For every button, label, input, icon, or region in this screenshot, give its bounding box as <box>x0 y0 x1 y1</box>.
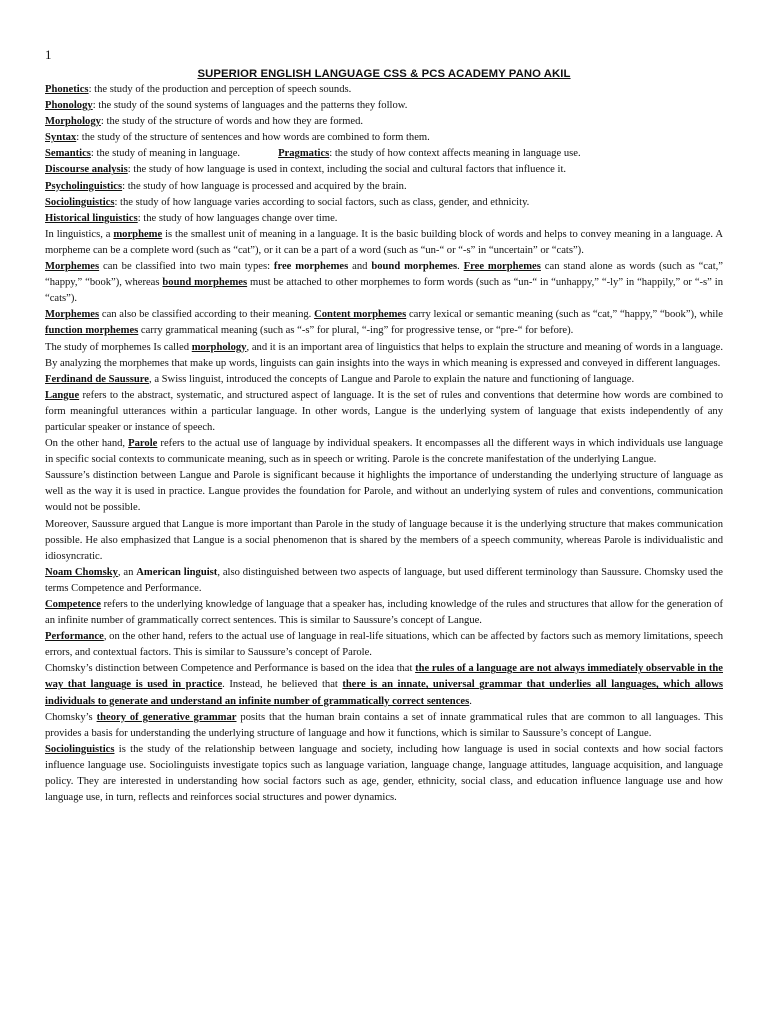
term-phonology: Phonology <box>45 100 93 112</box>
text-run: Saussure’s distinction between Langue and Parole is significant because it highlights the importance of understanding the underlying structure of language as well as the way it is used in practice. Langue provides the foundation for Parole, and without an underlying system of rules and conventions, communication would not be possible. <box>45 470 723 514</box>
term-pragmatics: Pragmatics <box>278 148 330 160</box>
text-run: On the other hand, <box>45 438 129 450</box>
text-run: , a Swiss linguist, introduced the concepts of Langue and Parole to explain the nature and functioning of language. <box>149 373 635 385</box>
term-phonetics: Phonetics <box>45 84 89 95</box>
text-run: , on the other hand, refers to the actual use of language in real-life situations, which can be affected by factors such as memory limitations, speech errors, and contextual factors. This is similar to Saussure’s concept of Parole. <box>45 631 723 659</box>
paragraph-morphology <box>45 340 723 372</box>
document-title: SUPERIOR ENGLISH LANGUAGE CSS & PCS ACADEMY PANO AKIL <box>197 68 571 80</box>
term-morphology: Morphology <box>45 116 101 128</box>
paragraph-langue-parole-distinction <box>45 468 723 516</box>
definition-text: : the study of how language is used in context, including the social and cultural factors that influence it. <box>127 164 567 176</box>
text-run: can also be classified according to their meaning. <box>99 309 315 321</box>
term-american-linguist: American linguist <box>136 566 218 578</box>
term-sociolinguistics: Sociolinguistics <box>45 196 115 208</box>
text-run: . <box>457 261 464 273</box>
highlight-universal-grammar: there is an innate, universal grammar that underlies all languages, which allows individuals to generate and understand an infinite number of grammatically correct sentences <box>45 679 723 707</box>
text-run: . Instead, he believed that <box>222 679 343 691</box>
term-morphology: morphology <box>191 341 247 353</box>
definition-text: : the study of how language is processed and acquired by the brain. <box>122 180 407 192</box>
definition-historical-linguistics <box>45 211 723 227</box>
term-free-morphemes: free morphemes <box>273 261 349 273</box>
definition-phonology <box>45 98 723 114</box>
term-morpheme: morpheme <box>113 228 163 240</box>
definition-text: : the study of the production and perception of speech sounds. <box>88 84 352 95</box>
text-run: is the study of the relationship between language and society, including how language is used in social contexts and how social factors influence language use. Sociolinguists investigate topics such as language variation, language change, language attitudes, language acquisition, and language policy. They are interested in understanding how social factors such as age, gender, ethnicity, social class, and education influence language use and how language use, in turn, reflects and reinforces social structures and power dynamics. <box>45 743 723 804</box>
paragraph-saussure <box>45 372 723 388</box>
page-number: 1 <box>45 47 52 62</box>
definition-text: : the study of how context affects meaning in language use. <box>329 148 581 160</box>
paragraph-competence <box>45 597 723 629</box>
definition-text: : the study of the sound systems of languages and the patterns they follow. <box>92 100 408 112</box>
definition-text: : the study of the structure of sentences and how words are combined to form them. <box>76 132 430 144</box>
text-run: is the smallest unit of meaning in a language. It is the basic building block of words and helps to convey meaning in a language. A morpheme can be a complete word (such as “cat”), or it can be a part of a word (such as “un-“ or “-s” in “uncertain” or “cats”). <box>45 228 723 256</box>
paragraph-sociolinguistics <box>45 742 723 806</box>
term-performance: Performance <box>45 631 104 643</box>
term-historical-linguistics: Historical linguistics <box>45 212 138 224</box>
term-function-morphemes: function morphemes <box>45 325 139 337</box>
text-run: carry grammatical meaning (such as “-s” for plural, “-ing” for progressive tense, or “pre-“ for before). <box>138 325 574 337</box>
text-run: , also distinguished between two aspects of language, but used different terminology than Saussure. Chomsky used the terms Competence and Performance. <box>45 566 723 594</box>
definition-psycholinguistics <box>45 179 723 195</box>
definition-text: : the study of how languages change over time. <box>137 212 338 224</box>
text-run: refers to the underlying knowledge of language that a speaker has, including knowledge of the rules and structures that allow for the generation of an infinite number of grammatically correct sentences. This is similar to Saussure’s concept of Langue. <box>45 599 723 627</box>
term-theory-of-generative-grammar: theory of generative grammar <box>96 711 237 723</box>
paragraph-parole <box>45 436 723 468</box>
text-run: refers to the actual use of language by individual speakers. It encompasses all the different ways in which individuals use language in specific social contexts to communicate meaning, such as in speech or writing. Parole is the concrete manifestation of the underlying Langue. <box>45 438 723 466</box>
term-content-morphemes: Content morphemes <box>314 309 407 321</box>
text-run: , an <box>117 566 137 578</box>
document-body <box>45 82 723 806</box>
definition-text: : the study of meaning in language. <box>90 148 241 160</box>
definition-text: : the study of the structure of words and how they are formed. <box>100 116 364 128</box>
term-morphemes: Morphemes <box>45 309 100 321</box>
text-run: posits that the human brain contains a set of innate grammatical rules that are common to all languages. This provides a basis for understanding the underlying structure of language and how it functions, which is similar to Saussure’s concept of Langue. <box>45 711 723 739</box>
text-run: can be classified into two main types: <box>99 261 274 273</box>
text-run: The study of morphemes Is called <box>45 341 192 353</box>
definition-text: : the study of how language varies according to social factors, such as class, gender, and ethnicity. <box>114 196 530 208</box>
term-discourse-analysis: Discourse analysis <box>45 164 128 176</box>
definition-phonetics <box>45 82 723 98</box>
paragraph-content-function-morphemes <box>45 307 723 339</box>
term-bound-morphemes-underlined: bound morphemes <box>162 277 248 289</box>
text-run: Moreover, Saussure argued that Langue is more important than Parole in the study of language because it is the underlying structure that makes communication possible. He also emphasized that Langue is a social phenomenon that is shared by the members of a speech community, whereas Parole is individualistic and idiosyncratic. <box>45 518 723 562</box>
term-free-morphemes-underlined: Free morphemes <box>463 261 541 273</box>
definition-semantics-pragmatics <box>45 146 723 162</box>
paragraph-performance <box>45 629 723 661</box>
text-run: Chomsky’s distinction between Competence and Performance is based on the idea that <box>45 663 416 675</box>
definition-syntax <box>45 130 723 146</box>
text-run: carry lexical or semantic meaning (such as “cat,” “happy,” “book”), while <box>406 309 723 321</box>
text-run: can stand alone as words (such as “cat,” “happy,” “book”), whereas <box>45 261 723 289</box>
text-run: Chomsky’s <box>45 711 97 723</box>
paragraph-langue-importance <box>45 517 723 565</box>
term-syntax: Syntax <box>45 132 77 144</box>
paragraph-langue <box>45 388 723 436</box>
term-langue: Langue <box>45 389 80 401</box>
term-sociolinguistics: Sociolinguistics <box>45 743 115 755</box>
paragraph-morpheme-types <box>45 259 723 307</box>
text-run: must be attached to other morphemes to form words (such as “un-“ in “unhappy,” “-ly” in “happily,” or “-s” in “cats”). <box>45 277 724 305</box>
term-bound-morphemes: bound morphemes <box>371 261 458 273</box>
text-run: In linguistics, a <box>45 228 114 240</box>
text-run: refers to the abstract, systematic, and structured aspect of language. It is the set of rules and conventions that determine how words are combined to form meaningful utterances within a particular language. In other words, Langue is the underlying system of language that exists independently of any particular speaker or instance of speech. <box>45 389 723 433</box>
paragraph-morpheme <box>45 227 723 259</box>
term-ferdinand-de-saussure: Ferdinand de Saussure <box>45 373 150 385</box>
term-morphemes: Morphemes <box>45 261 100 273</box>
term-psycholinguistics: Psycholinguistics <box>45 180 123 192</box>
text-run: and <box>348 261 372 273</box>
definition-morphology <box>45 114 723 130</box>
paragraph-chomsky <box>45 565 723 597</box>
paragraph-competence-performance-distinction <box>45 661 723 709</box>
term-semantics: Semantics <box>45 148 91 160</box>
definition-sociolinguistics <box>45 195 723 211</box>
term-competence: Competence <box>45 599 101 610</box>
definition-discourse-analysis <box>45 162 723 178</box>
text-run: . <box>469 695 472 707</box>
term-noam-chomsky: Noam Chomsky <box>45 566 118 578</box>
paragraph-generative-grammar <box>45 710 723 742</box>
highlight-rules-not-observable: the rules of a language are not always immediately observable in the way that language is used in practice <box>45 663 723 691</box>
text-run: , and it is an important area of linguistics that helps to explain the structure and meaning of words in a language. By analyzing the morphemes that make up words, linguists can gain insights into the ways in which meaning is expressed and conveyed in different languages. <box>45 341 723 369</box>
term-parole: Parole <box>128 438 158 450</box>
